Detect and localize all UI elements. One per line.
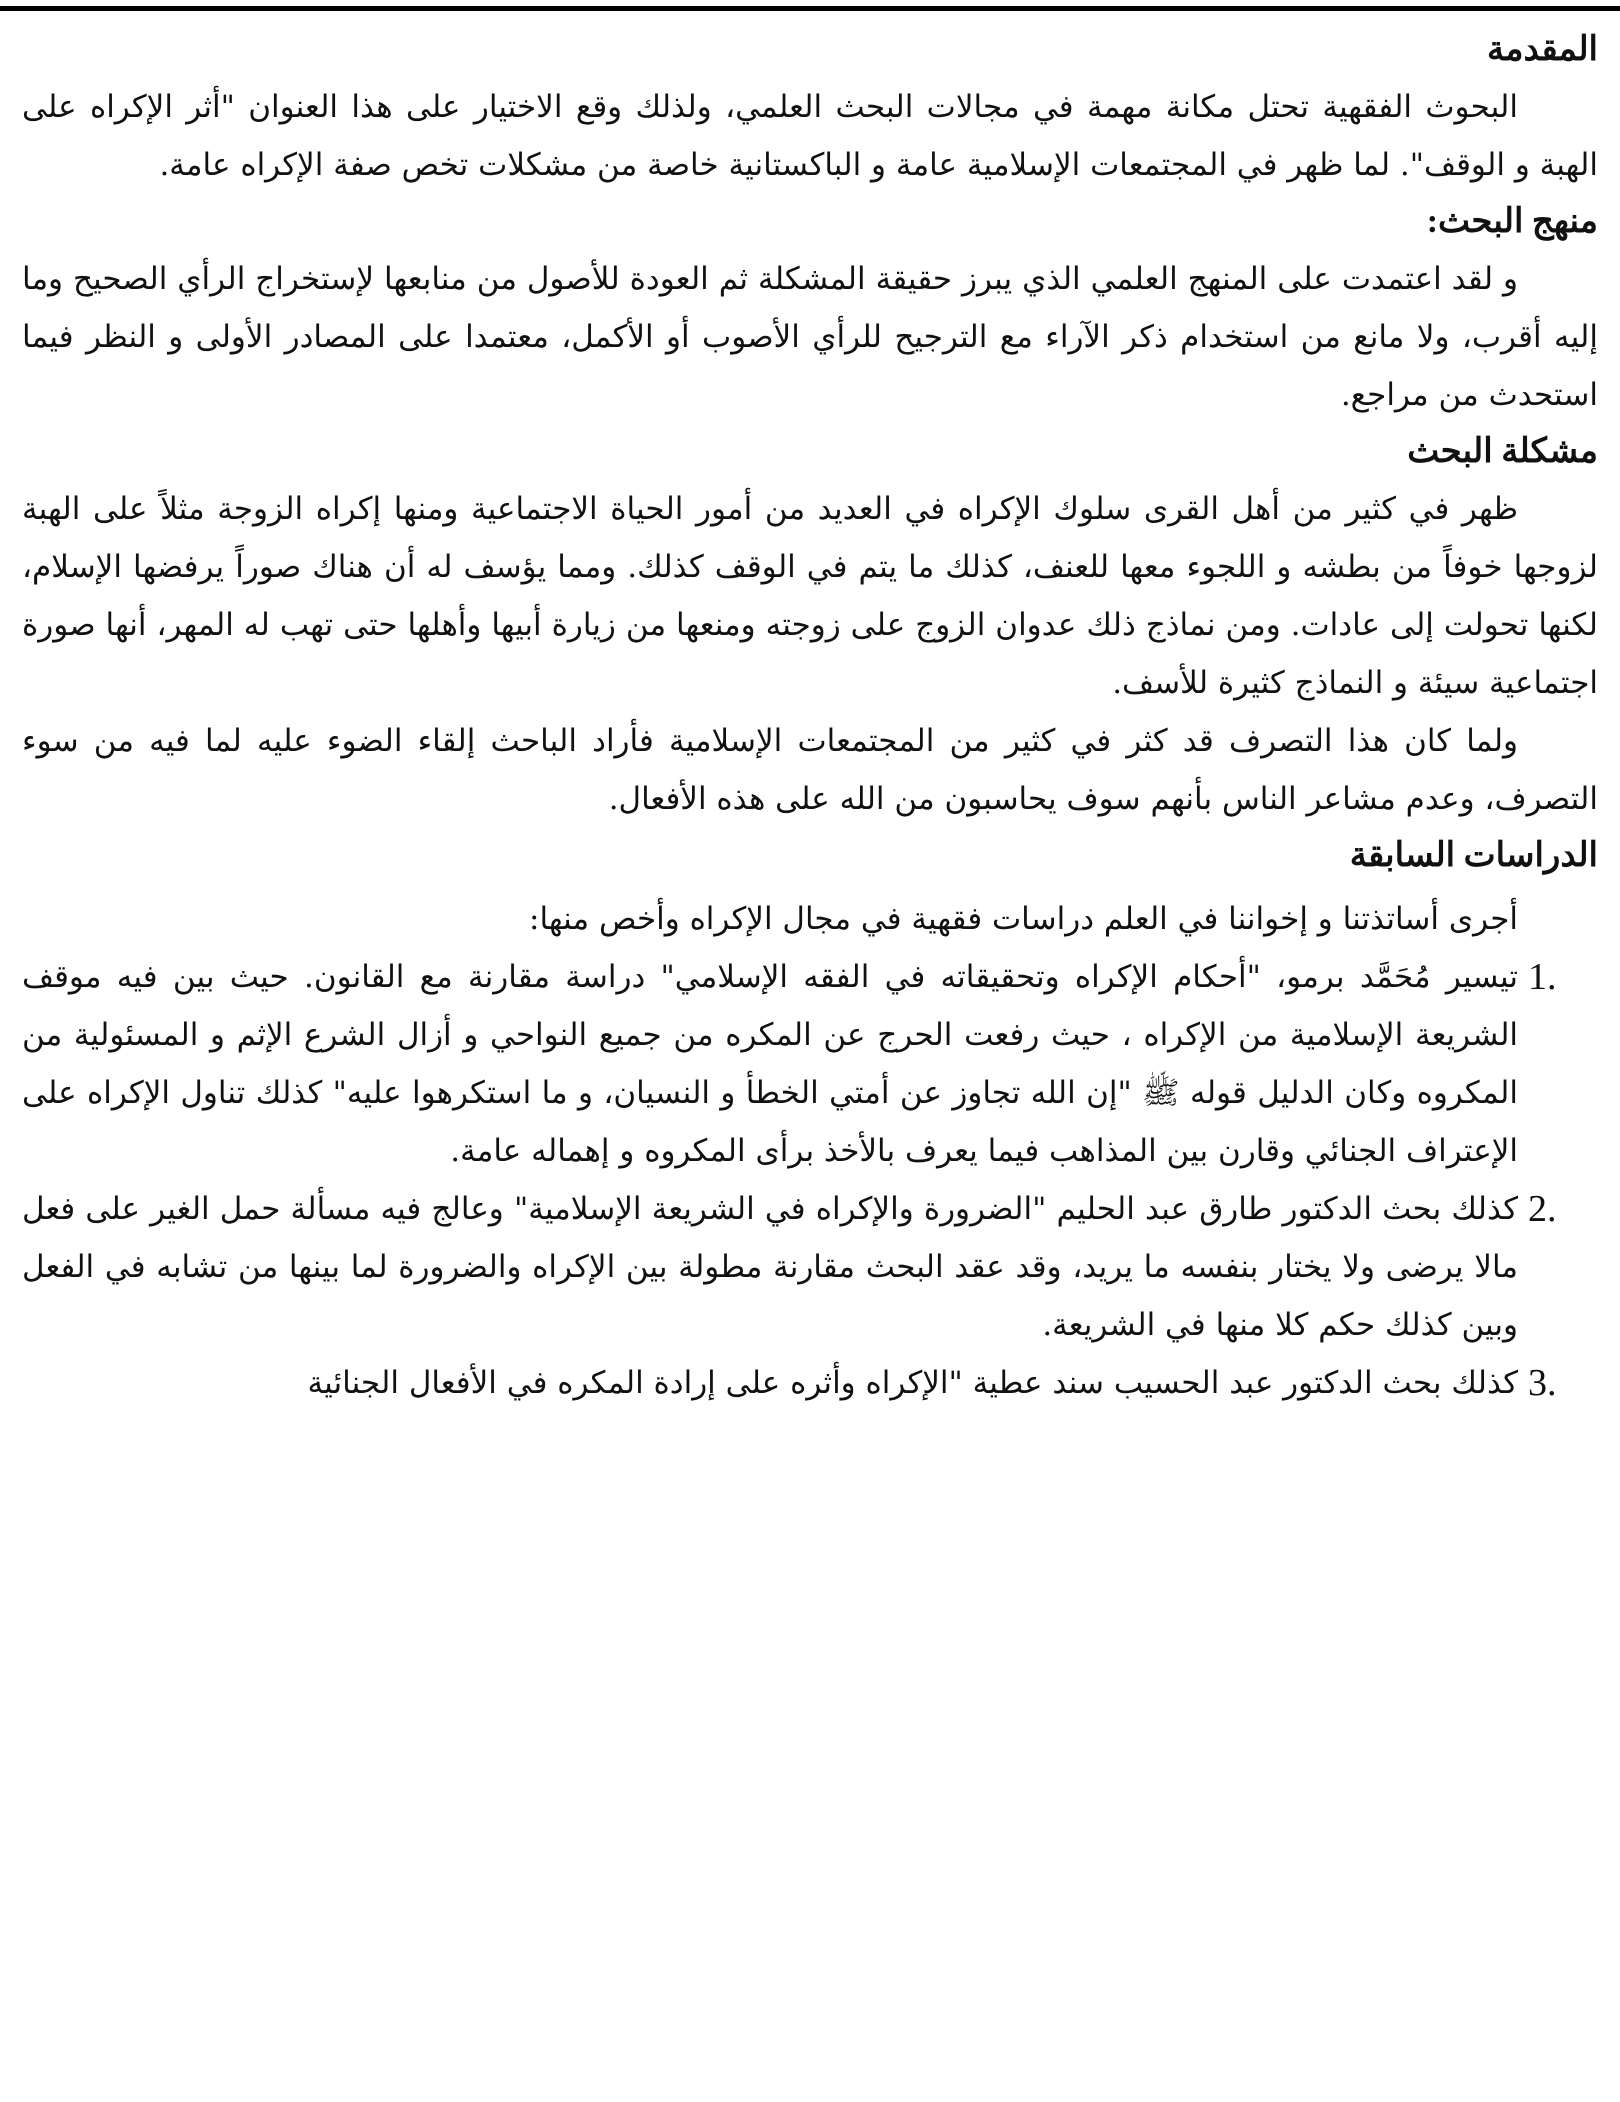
list-item-text: كذلك بحث الدكتور طارق عبد الحليم "الضرورة والإكراه في الشريعة الإسلامية" وعالج فيه مسألة حمل الغير على فعل مالا يرضى ولا يختار بنفسه ما يريد، وقد عقد البحث مقارنة مطولة بين الإكراه والضرورة لما بينها من تشابه في الفعل وبين كذلك حكم كلا منها في الشريعة. [22,1191,1518,1343]
list-item-number: 1. [1528,956,1557,998]
heading-research-method: منهج البحث: [1426,203,1598,240]
list-item-number: 2. [1528,1188,1557,1230]
list-item [22,948,1598,1180]
paragraph-research-problem-2: ولما كان هذا التصرف قد كثر في كثير من المجتمعات الإسلامية فأراد الباحث إلقاء الضوء عليه لما فيه من سوء التصرف، وعدم مشاعر الناس بأنهم سوف يحاسبون من الله على هذه الأفعال. [22,723,1598,817]
heading-research-problem: مشكلة البحث [1407,433,1598,470]
paragraph-research-method: و لقد اعتمدت على المنهج العلمي الذي يبرز حقيقة المشكلة ثم العودة للأصول من منابعها لإستخراج الرأي الصحيح وما إليه أقرب، ولا مانع من استخدام ذكر الآراء مع الترجيح للرأي الأصوب أو الأكمل، معتمدا على المصادر الأولى و النظر فيما استحدث من مراجع. [22,261,1598,413]
list-item-text: تيسير مُحَمَّد برمو، "أحكام الإكراه وتحقيقاته في الفقه الإسلامي" دراسة مقارنة مع القانون. حيث بين فيه موقف الشريعة الإسلامية من الإكراه ، حيث رفعت الحرج عن المكره من جميع النواحي و أزال الشرع الإثم و المسئولية من المكروه وكان الدليل قوله ﷺ "إن الله تجاوز عن أمتي الخطأ و النسيان، و ما استكرهوا عليه" كذلك تناول الإكراه على الإعتراف الجنائي وقارن بين المذاهب فيما يعرف بالأخذ برأى المكروه و إهماله عامة. [22,959,1518,1169]
paragraph-introduction: البحوث الفقهية تحتل مكانة مهمة في مجالات البحث العلمي، ولذلك وقع الاختيار على هذا العنوان "أثر الإكراه على الهبة و الوقف". لما ظهر في المجتمعات الإسلامية عامة و الباكستانية خاصة من مشكلات تخص صفة الإكراه عامة. [22,89,1598,183]
heading-previous-studies: الدراسات السابقة [1349,837,1598,874]
previous-studies-list [22,948,1598,1412]
top-rule [0,6,1620,11]
list-item-text: كذلك بحث الدكتور عبد الحسيب سند عطية "الإكراه وأثره على إرادة المكره في الأفعال الجنائية [307,1365,1518,1401]
paragraph-previous-studies-intro: أجرى أساتذتنا و إخواننا في العلم دراسات فقهية في مجال الإكراه وأخص منها: [529,901,1518,937]
document-page [22,22,1598,1412]
list-item [22,1354,1598,1412]
heading-introduction: المقدمة [1487,31,1598,68]
list-item [22,1180,1598,1354]
list-item-number: 3. [1528,1362,1557,1404]
paragraph-research-problem-1: ظهر في كثير من أهل القرى سلوك الإكراه في العديد من أمور الحياة الاجتماعية ومنها إكراه الزوجة مثلاً على الهبة لزوجها خوفاً من بطشه و اللجوء معها للعنف، كذلك ما يتم في الوقف كذلك. ومما يؤسف له أن هناك صوراً يرفضها الإسلام، لكنها تحولت إلى عادات. ومن نماذج ذلك عدوان الزوج على زوجته ومنعها من زيارة أبيها وأهلها حتى تهب له المهر، أنها صورة اجتماعية سيئة و النماذج كثيرة للأسف. [22,491,1599,701]
